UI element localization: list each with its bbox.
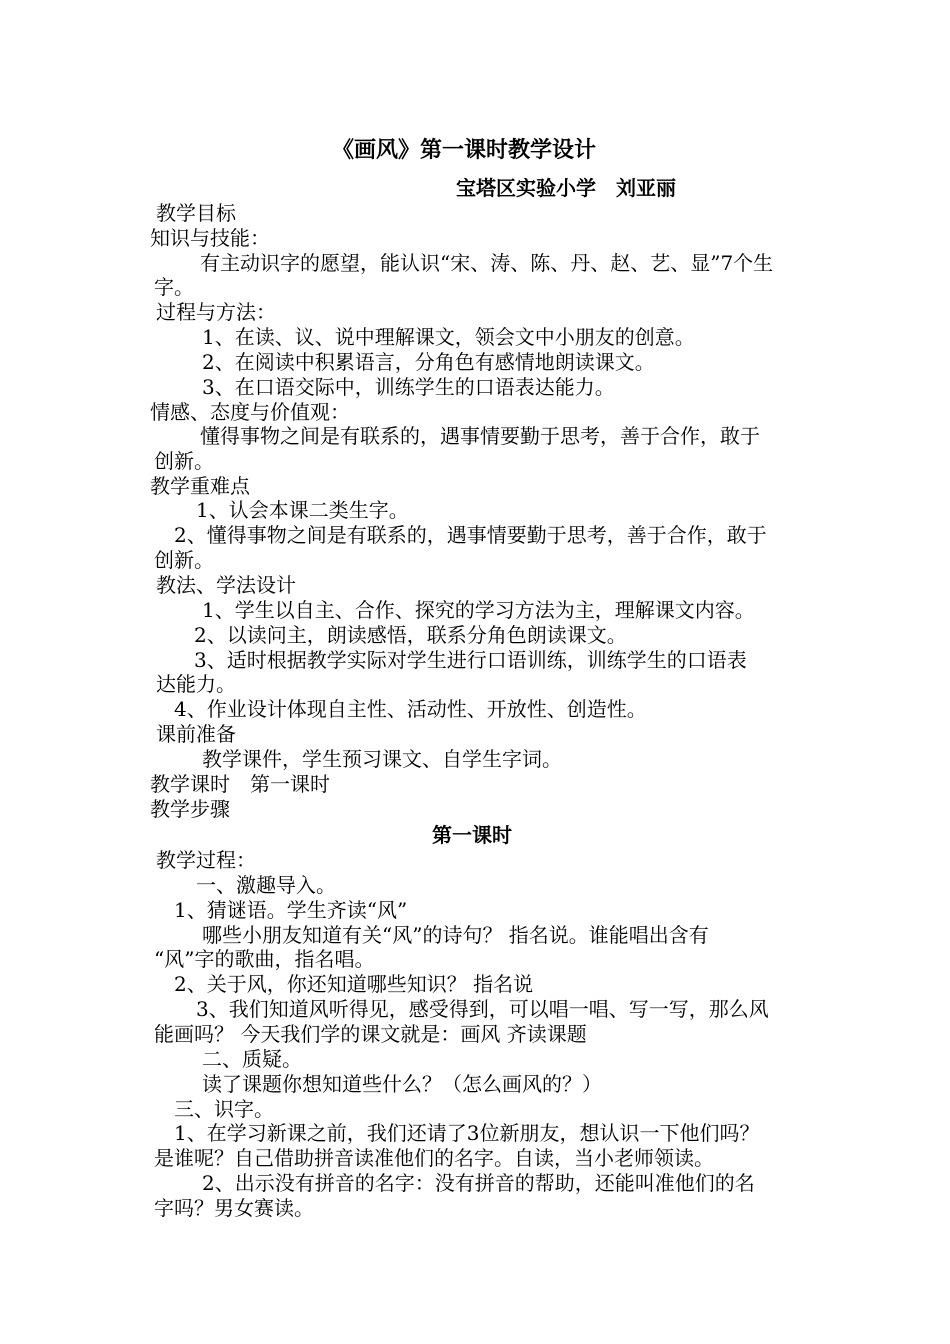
- text-line: 哪些小朋友知道有关“风”的诗句？ 指名说。谁能唱出含有: [202, 923, 709, 947]
- text-line: 字吗？男女赛读。: [154, 1196, 314, 1220]
- text-line: 1、在学习新课之前，我们还请了3位新朋友，想认识一下他们吗？: [174, 1121, 760, 1145]
- section-heading: 第一课时: [432, 823, 512, 847]
- text-line: 二、质疑。: [202, 1047, 302, 1071]
- heading-emotion-values: 情感、态度与价值观：: [150, 400, 350, 424]
- text-line: 创新。: [154, 449, 214, 473]
- heading-teaching-process: 教学过程：: [156, 848, 256, 872]
- text-line: 达能力。: [156, 672, 236, 696]
- heading-key-difficulties: 教学重难点: [150, 474, 250, 498]
- text-line: 3、适时根据教学实际对学生进行口语训练，训练学生的口语表: [194, 648, 747, 672]
- text-line: 3、在口语交际中，训练学生的口语表达能力。: [202, 375, 615, 399]
- heading-knowledge-skills: 知识与技能：: [150, 226, 270, 250]
- text-line: 是谁呢？自己借助拼音读准他们的名字。自读，当小老师领读。: [154, 1146, 714, 1170]
- heading-class-period: 教学课时 第一课时: [150, 772, 330, 796]
- heading-preparation: 课前准备: [156, 722, 236, 746]
- document-title: 《画风》第一课时教学设计: [332, 137, 597, 163]
- text-line: 创新。: [154, 548, 214, 572]
- text-line: 读了课题你想知道些什么？（怎么画风的？）: [202, 1072, 602, 1096]
- heading-process-method: 过程与方法：: [156, 300, 276, 324]
- text-line: 2、以读问主，朗读感悟，联系分角色朗读课文。: [194, 623, 627, 647]
- author-line: 宝塔区实验小学 刘亚丽: [456, 176, 676, 200]
- text-line: 有主动识字的愿望，能认识“宋、涛、陈、丹、赵、艺、显”7个生: [200, 251, 774, 275]
- heading-teaching-steps: 教学步骤: [150, 797, 230, 821]
- text-line: 2、懂得事物之间是有联系的，遇事情要勤于思考，善于合作，敢于: [174, 523, 767, 547]
- text-line: 2、在阅读中积累语言，分角色有感情地朗读课文。: [202, 350, 655, 374]
- text-line: 2、出示没有拼音的名字：没有拼音的帮助，还能叫准他们的名: [202, 1171, 755, 1195]
- text-line: 3、我们知道风听得见，感受得到，可以唱一唱、写一写，那么风: [196, 997, 769, 1021]
- text-line: 2、关于风，你还知道哪些知识？ 指名说: [174, 972, 534, 996]
- text-line: 教学课件，学生预习课文、自学生字词。: [202, 747, 562, 771]
- text-line: 1、猜谜语。学生齐读“风”: [174, 898, 408, 922]
- text-line: 能画吗？ 今天我们学的课文就是：画风 齐读课题: [154, 1022, 587, 1046]
- text-line: 1、认会本课二类生字。: [196, 498, 409, 522]
- heading-method-design: 教法、学法设计: [156, 573, 296, 597]
- text-line: 1、在读、议、说中理解课文，领会文中小朋友的创意。: [202, 325, 695, 349]
- heading-teaching-goals: 教学目标: [156, 201, 236, 225]
- text-line: “风”字的歌曲，指名唱。: [154, 947, 375, 971]
- text-line: 懂得事物之间是有联系的，遇事情要勤于思考，善于合作，敢于: [200, 424, 760, 448]
- text-line: 字。: [154, 275, 194, 299]
- text-line: 一、激趣导入。: [196, 873, 336, 897]
- text-line: 4、作业设计体现自主性、活动性、开放性、创造性。: [174, 697, 647, 721]
- text-line: 1、学生以自主、合作、探究的学习方法为主，理解课文内容。: [202, 598, 755, 622]
- text-line: 三、识字。: [174, 1097, 274, 1121]
